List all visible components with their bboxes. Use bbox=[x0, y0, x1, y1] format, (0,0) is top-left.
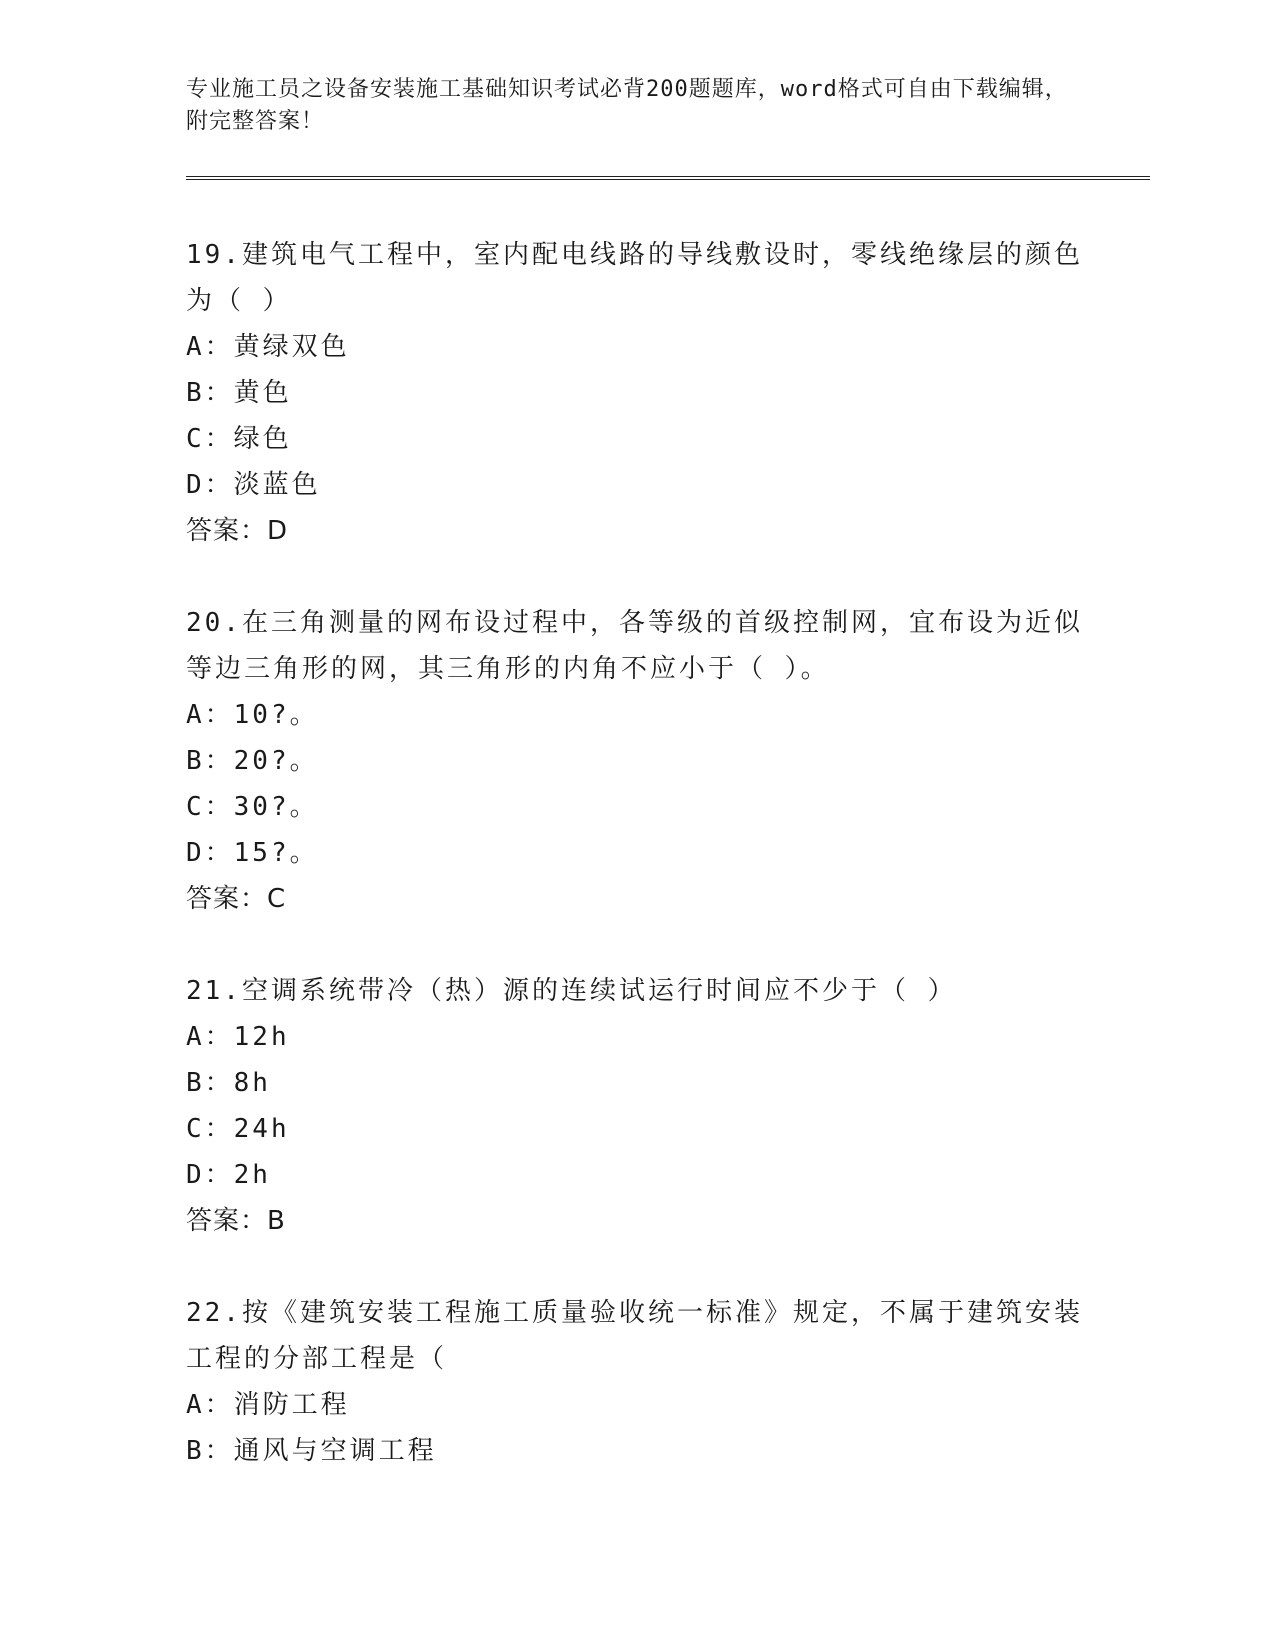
option-b: B：8h bbox=[186, 1068, 271, 1098]
document-header: 专业施工员之设备安装施工基础知识考试必背200题题库，word格式可自由下载编辑，附完整答案！ bbox=[186, 77, 1068, 134]
option-a: A：10?。 bbox=[186, 700, 319, 730]
answer-line: 答案：C bbox=[186, 884, 287, 914]
question-stem: 19.建筑电气工程中，室内配电线路的导线敷设时，零线绝缘层的颜色为（ ） bbox=[186, 240, 1083, 316]
option-b: B：20?。 bbox=[186, 746, 319, 776]
option-a: A：消防工程 bbox=[186, 1390, 350, 1420]
header-divider bbox=[186, 176, 1150, 180]
option-b: B：黄色 bbox=[186, 378, 292, 408]
option-a: A：黄绿双色 bbox=[186, 332, 350, 362]
option-d: D：淡蓝色 bbox=[186, 470, 321, 500]
option-b: B：通风与空调工程 bbox=[186, 1436, 437, 1466]
question-stem: 21.空调系统带冷（热）源的连续试运行时间应不少于（ ） bbox=[186, 976, 957, 1006]
question-22 bbox=[186, 1290, 1086, 1474]
question-21 bbox=[186, 968, 1086, 1244]
option-c: C：绿色 bbox=[186, 424, 292, 454]
question-stem: 20.在三角测量的网布设过程中，各等级的首级控制网，宜布设为近似等边三角形的网，其三角形的内角不应小于（ ）。 bbox=[186, 608, 1083, 684]
option-d: D：15?。 bbox=[186, 838, 319, 868]
option-d: D：2h bbox=[186, 1160, 271, 1190]
answer-line: 答案：D bbox=[186, 516, 289, 546]
option-c: C：24h bbox=[186, 1114, 290, 1144]
option-c: C：30?。 bbox=[186, 792, 319, 822]
question-list bbox=[186, 232, 1086, 1520]
question-stem: 22.按《建筑安装工程施工质量验收统一标准》规定，不属于建筑安装工程的分部工程是（ bbox=[186, 1298, 1083, 1374]
question-19 bbox=[186, 232, 1086, 554]
question-20 bbox=[186, 600, 1086, 922]
answer-line: 答案：B bbox=[186, 1206, 286, 1236]
option-a: A：12h bbox=[186, 1022, 290, 1052]
